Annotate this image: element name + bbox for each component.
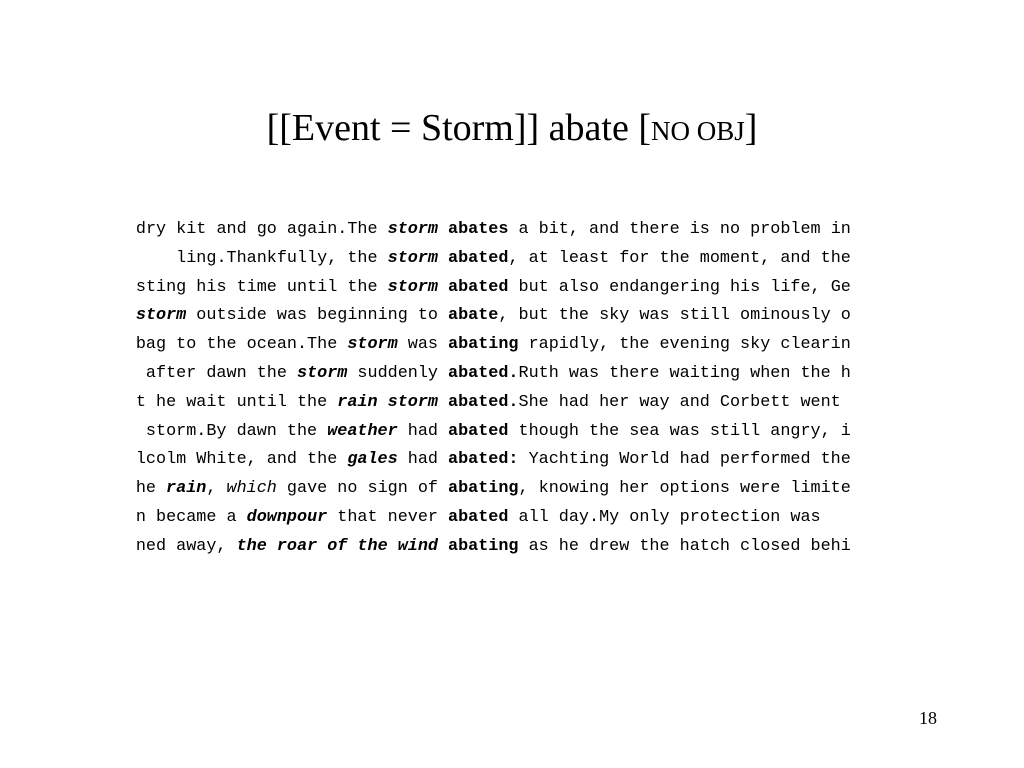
left-context-text: bag to the ocean.The	[135, 335, 348, 355]
right-context	[448, 504, 924, 533]
keyword-abate: abating	[448, 536, 519, 556]
keyword-abate: abated.	[448, 392, 519, 412]
left-context-text: he	[135, 479, 167, 499]
keyword-abate: abating	[448, 479, 519, 499]
left-context-text: ned away,	[135, 536, 237, 556]
concordance-row	[80, 245, 924, 274]
subject-term: storm	[387, 248, 438, 268]
concordance-row	[80, 533, 924, 562]
subject-term: gales	[347, 450, 398, 470]
slide-title	[0, 100, 1024, 159]
right-context	[448, 418, 924, 447]
concordance-row	[80, 360, 924, 389]
concordance-row	[80, 418, 924, 447]
left-context-text: lcolm White, and the	[135, 450, 348, 470]
concordance-row	[80, 274, 924, 303]
right-context-text: Yachting World had performed the	[518, 450, 851, 470]
left-context	[80, 446, 438, 475]
subject-extra: which	[226, 479, 277, 499]
right-context	[448, 216, 924, 245]
left-context-text: after dawn the	[135, 363, 297, 383]
left-context-text: ling.Thankfully, the	[176, 248, 388, 268]
right-context-text: a bit, and there is no problem in	[508, 220, 851, 239]
concordance-table	[80, 216, 924, 562]
left-context	[80, 389, 438, 418]
slide-title-close: ]	[744, 107, 758, 149]
right-context-text: , knowing her options were limite	[518, 479, 851, 499]
left-context-tail: had	[397, 450, 438, 470]
keyword-abate: abated	[448, 421, 509, 441]
left-context-tail: gave no sign of	[276, 479, 438, 499]
left-context	[80, 418, 438, 447]
subject-term: storm	[135, 306, 187, 326]
left-context-tail: suddenly	[347, 363, 438, 383]
subject-term: the roar of the wind	[236, 536, 438, 556]
right-context-text: She had her way and Corbett went	[518, 392, 841, 412]
page-number: 18	[919, 708, 937, 728]
left-context-text: t he wait until the	[135, 392, 338, 412]
subject-term: downpour	[246, 507, 328, 527]
concordance-row	[80, 475, 924, 504]
left-context	[80, 360, 438, 389]
left-context-text: sting his time until the	[135, 277, 388, 297]
left-context	[80, 475, 438, 504]
right-context	[448, 446, 924, 475]
left-context	[80, 245, 438, 274]
left-context	[80, 302, 438, 331]
right-context	[448, 389, 924, 418]
right-context	[448, 475, 924, 504]
left-context	[80, 274, 438, 303]
subject-term: storm	[297, 363, 348, 383]
right-context	[448, 360, 924, 389]
right-context-text: as he drew the hatch closed behi	[518, 536, 851, 556]
keyword-abate: abates	[448, 220, 509, 239]
separator: ,	[206, 479, 227, 499]
right-context	[448, 245, 924, 274]
left-context-tail: was	[397, 335, 438, 355]
right-context-text: all day.My only protection was	[508, 507, 821, 527]
right-context-text: but also endangering his life, Ge	[508, 277, 851, 297]
keyword-abate: abated	[448, 507, 509, 527]
keyword-abate: abate	[448, 306, 499, 326]
keyword-abate: abated	[448, 277, 509, 297]
right-context-text: rapidly, the evening sky clearin	[518, 335, 851, 355]
keyword-abate: abated.	[448, 363, 519, 383]
right-context	[448, 302, 924, 331]
keyword-abate: abating	[448, 335, 519, 355]
concordance-row	[80, 504, 924, 533]
keyword-abate: abated:	[448, 450, 519, 470]
subject-term: weather	[327, 421, 398, 441]
subject-term: storm	[347, 335, 398, 355]
right-context-text: Ruth was there waiting when the h	[518, 363, 851, 383]
right-context	[448, 274, 924, 303]
concordance-row	[80, 302, 924, 331]
concordance-row	[80, 216, 924, 245]
keyword-abate: abated	[448, 248, 509, 268]
slide-title-tag: NO OBJ	[650, 116, 745, 146]
right-context-text: though the sea was still angry, i	[508, 421, 851, 441]
slide-title-main: [[Event = Storm]] abate [	[266, 107, 651, 149]
left-context	[80, 216, 438, 245]
subject-term: storm	[387, 277, 438, 297]
concordance-row	[80, 389, 924, 418]
left-context	[80, 504, 438, 533]
left-context-tail: outside was beginning to	[186, 306, 438, 326]
right-context-text: , at least for the moment, and the	[508, 248, 851, 268]
concordance-row	[80, 331, 924, 360]
left-context-text: storm.By dawn the	[135, 421, 328, 441]
right-context	[448, 533, 924, 562]
left-context-text: n became a	[135, 507, 247, 527]
right-context-text: , but the sky was still ominously o	[498, 306, 851, 326]
right-context	[448, 331, 924, 360]
subject-term: storm	[387, 220, 438, 239]
left-context-text: dry kit and go again.The	[135, 220, 388, 239]
left-context-tail: had	[397, 421, 438, 441]
concordance-row	[80, 446, 924, 475]
left-context	[80, 331, 438, 360]
left-context-tail: that never	[327, 507, 438, 527]
left-context	[80, 533, 438, 562]
subject-term: rain storm	[337, 392, 438, 412]
subject-term: rain	[166, 479, 207, 499]
